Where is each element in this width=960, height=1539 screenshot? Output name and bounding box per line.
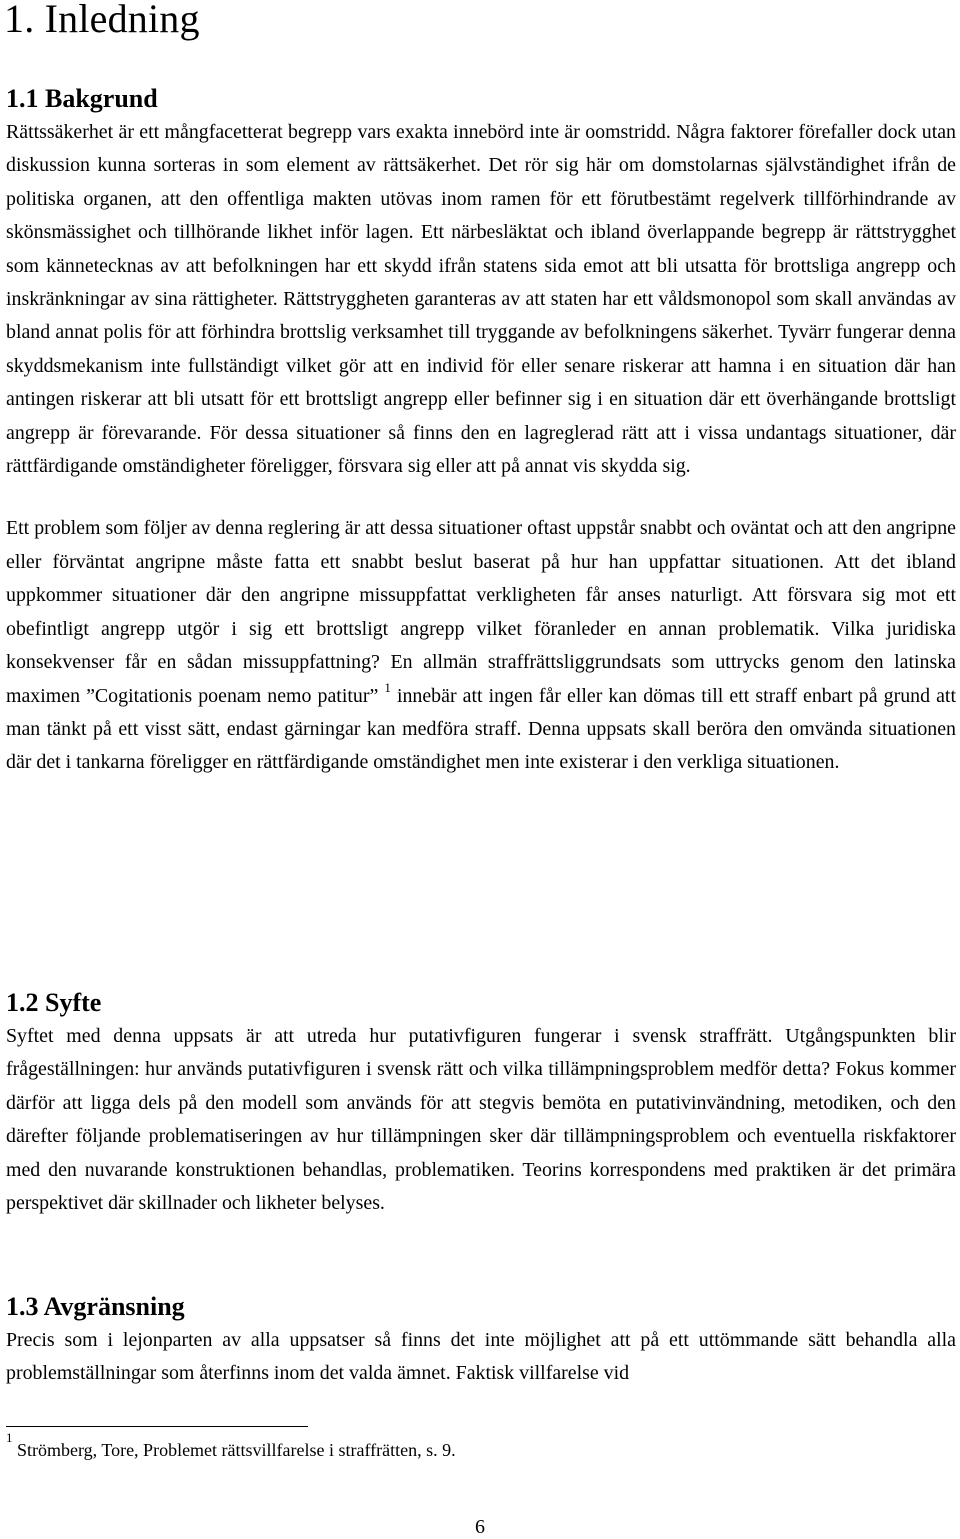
footnote-reference[interactable]: 1 bbox=[384, 679, 391, 695]
paragraph: Precis som i lejonparten av alla uppsatser så finns det inte möjlighet att på ett uttömmande sätt behandla alla problemställningar som återfinns inom det valda ämnet. Faktisk villfarelse vid bbox=[6, 1329, 956, 1385]
footnote-text: Strömberg, Tore, Problemet rättsvillfarelse i straffrätten, s. 9. bbox=[17, 1440, 456, 1460]
footnote-number: 1 bbox=[6, 1430, 13, 1445]
paragraph: Syftet med denna uppsats är att utreda hur putativfiguren fungerar i svensk straffrätt. Utgångspunkten blir frågeställningen: hur används putativfiguren i svensk rätt och vilka tillämpningsproblem medför detta? Fokus kommer därför att ligga dels på den modell som används för att stegvis bemöta en putativinvändning, metodiken, och den därefter följande problematiseringen av hur tillämpningen sker där tillämpningsproblem och eventuella riskfaktorer med den nuvarande konstruktionen behandlas, problematiken. Teorins korrespondens med praktiken är det primära perspektivet där skillnader och likheter belyses. bbox=[6, 1025, 956, 1215]
footnote bbox=[6, 1430, 456, 1463]
paragraph-text: Ett problem som följer av denna reglering är att dessa situationer oftast uppstår snabbt och oväntat och att den angripne eller förväntat angripne måste fatta ett snabbt beslut baserat på hur han uppfattar situationen. Att det ibland uppkommer situationer där den angripne missuppfattat verkligheten får anses naturligt. Att försvara sig mot ett obefintligt angrepp utgör i sig ett brottsligt angrepp vilket föranleder en annan problematik. Vilka juridiska konsekvenser får en sådan missuppfattning? En allmän straffrättsliggrundsats som uttrycks genom den latinska maximen ”Cogitationis poenam nemo patitur” bbox=[6, 517, 956, 707]
page-number: 6 bbox=[475, 1516, 485, 1538]
section-heading: 1.3 Avgränsning bbox=[6, 1292, 185, 1321]
paragraph bbox=[6, 512, 956, 779]
section-heading: 1.1 Bakgrund bbox=[6, 84, 158, 113]
footnote-divider bbox=[6, 1426, 308, 1427]
section-bakgrund bbox=[6, 82, 956, 780]
section-syfte bbox=[6, 986, 956, 1220]
paragraph: Rättssäkerhet är ett mångfacetterat begrepp vars exakta innebörd inte är oomstridd. Några faktorer förefaller dock utan diskussion kunna sorteras in som element av rättsäkerhet. Det rör sig här om domstolarnas självständighet ifrån de politiska organen, att den offentliga makten utövas inom ramen för ett förutbestämt regelverk tillförhindrande av skönsmässighet och tillhörande likhet inför lagen. Ett närbesläktat och ibland överlappande begrepp är rättstrygghet som kännetecknas av att befolkningen har ett skydd ifrån statens sida emot att bli utsatta för brottsliga angrepp och inskränkningar av sina rättigheter. Rättstryggheten garanteras av att staten har ett våldsmonopol som skall användas av bland annat polis för att förhindra brottslig verksamhet till tryggande av befolkningens säkerhet. Tyvärr fungerar denna skyddsmekanism inte fullständigt vilket gör att en individ för eller senare riskerar att hamna i en situation där han antingen riskerar att bli utsatt för ett brottsligt angrepp eller befinner sig i en situation där ett överhängande brottsligt angrepp är förevarande. För dessa situationer så finns den en lagreglerad rätt att i vissa undantags situationer, där rättfärdigande omständigheter föreligger, försvara sig eller att på annat vis skydda sig. bbox=[6, 121, 956, 478]
section-avgransning bbox=[6, 1290, 956, 1391]
section-heading: 1.2 Syfte bbox=[6, 988, 102, 1017]
paragraph-text: innebär att ingen får eller kan dömas till ett straff enbart på grund att man tänkt på ett visst sätt, endast gärningar kan medföra straff. Denna uppsats skall beröra den omvända situationen där det i tankarna föreligger en rättfärdigande omständighet men inte existerar i den verkliga situationen. bbox=[6, 684, 956, 774]
chapter-title: 1. Inledning bbox=[4, 0, 200, 41]
